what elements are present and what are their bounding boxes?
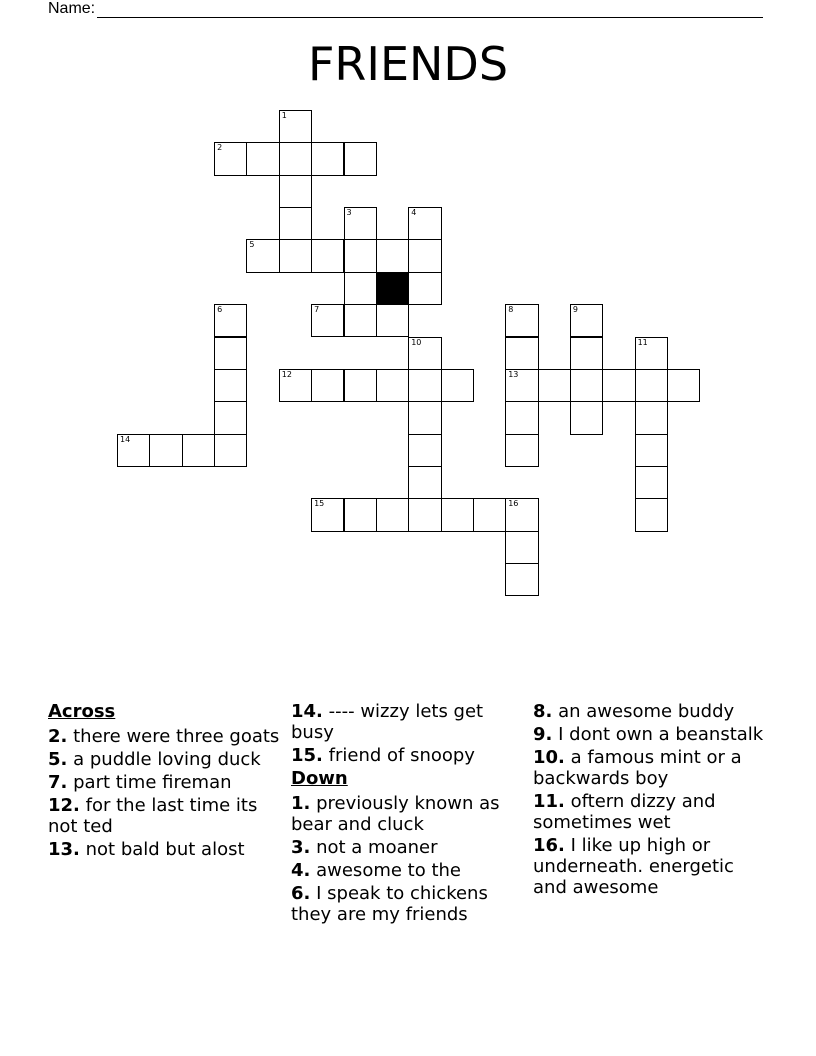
blocked-cell <box>376 272 409 305</box>
crossword-cell[interactable] <box>376 498 409 531</box>
clue-text: previously known as bear and cluck <box>291 793 500 835</box>
crossword-cell[interactable] <box>344 369 377 402</box>
crossword-cell[interactable] <box>376 369 409 402</box>
down-clue <box>533 701 765 722</box>
cell-number: 15 <box>314 499 325 509</box>
clue-number: 2. <box>48 726 68 747</box>
crossword-cell[interactable] <box>344 498 377 531</box>
crossword-cell[interactable] <box>117 434 150 467</box>
clue-column-1 <box>48 701 280 862</box>
crossword-cell[interactable] <box>279 369 312 402</box>
cell-number: 12 <box>281 369 292 379</box>
crossword-cell[interactable] <box>214 401 247 434</box>
cell-number: 14 <box>120 434 131 444</box>
crossword-cell[interactable] <box>505 434 538 467</box>
across-clue <box>291 745 523 766</box>
crossword-cell[interactable] <box>214 142 247 175</box>
down-clue <box>533 724 765 745</box>
crossword-cell[interactable] <box>408 207 441 240</box>
down-clue <box>291 793 523 835</box>
crossword-cell[interactable] <box>376 304 409 337</box>
crossword-cell[interactable] <box>505 337 538 370</box>
name-label: Name: <box>48 0 96 17</box>
crossword-cell[interactable] <box>279 110 312 143</box>
crossword-cell[interactable] <box>570 337 603 370</box>
crossword-cell[interactable] <box>505 531 538 564</box>
down-clue <box>291 883 523 925</box>
crossword-cell[interactable] <box>149 434 182 467</box>
clue-number: 13. <box>48 839 80 860</box>
crossword-cell[interactable] <box>602 369 635 402</box>
clue-text: there were three goats <box>73 726 280 747</box>
crossword-cell[interactable] <box>408 337 441 370</box>
clue-number: 7. <box>48 772 68 793</box>
cell-number: 6 <box>217 305 223 315</box>
crossword-cell[interactable] <box>214 434 247 467</box>
crossword-cell[interactable] <box>344 304 377 337</box>
clue-text: ---- wizzy lets get busy <box>291 701 484 743</box>
cell-number: 2 <box>217 143 223 153</box>
cell-number: 7 <box>314 305 320 315</box>
cell-number: 3 <box>346 208 352 218</box>
crossword-cell[interactable] <box>344 142 377 175</box>
crossword-cell[interactable] <box>311 369 344 402</box>
crossword-cell[interactable] <box>570 304 603 337</box>
crossword-cell[interactable] <box>635 401 668 434</box>
clue-text: I speak to chickens they are my friends <box>291 883 488 925</box>
crossword-cell[interactable] <box>344 239 377 272</box>
clue-text: part time fireman <box>73 772 232 793</box>
clue-column-3 <box>533 701 765 900</box>
crossword-cell[interactable] <box>538 369 571 402</box>
crossword-cell[interactable] <box>441 498 474 531</box>
clue-text: I like up high or underneath. energetic and awesome <box>533 835 734 898</box>
clue-text: a puddle loving duck <box>73 749 261 770</box>
clue-text: oftern dizzy and sometimes wet <box>533 791 716 833</box>
crossword-cell[interactable] <box>376 239 409 272</box>
crossword-cell[interactable] <box>408 401 441 434</box>
crossword-cell[interactable] <box>635 466 668 499</box>
clue-number: 15. <box>291 745 323 766</box>
clue-number: 4. <box>291 860 311 881</box>
crossword-cell[interactable] <box>214 304 247 337</box>
cell-number: 9 <box>572 305 578 315</box>
crossword-cell[interactable] <box>408 498 441 531</box>
clue-text: a famous mint or a backwards boy <box>533 747 742 789</box>
clue-number: 10. <box>533 747 565 768</box>
down-clue <box>533 835 765 898</box>
crossword-cell[interactable] <box>279 207 312 240</box>
crossword-cell[interactable] <box>182 434 215 467</box>
crossword-cell[interactable] <box>246 239 279 272</box>
cell-number: 8 <box>508 305 514 315</box>
clue-number: 6. <box>291 883 311 904</box>
down-header: Down <box>291 768 348 789</box>
crossword-cell[interactable] <box>408 466 441 499</box>
crossword-cell[interactable] <box>505 369 538 402</box>
crossword-cell[interactable] <box>570 401 603 434</box>
crossword-cell[interactable] <box>505 498 538 531</box>
down-clue <box>533 791 765 833</box>
across-clue <box>48 772 280 793</box>
clue-number: 5. <box>48 749 68 770</box>
crossword-cell[interactable] <box>635 434 668 467</box>
crossword-cell[interactable] <box>279 142 312 175</box>
crossword-cell[interactable] <box>408 434 441 467</box>
clue-number: 1. <box>291 793 311 814</box>
crossword-cell[interactable] <box>505 304 538 337</box>
crossword-cell[interactable] <box>214 337 247 370</box>
cell-number: 4 <box>411 208 417 218</box>
crossword-cell[interactable] <box>473 498 506 531</box>
crossword-cell[interactable] <box>635 498 668 531</box>
clue-text: an awesome buddy <box>558 701 735 722</box>
clue-text: not a moaner <box>316 837 438 858</box>
clue-text: I dont own a beanstalk <box>558 724 764 745</box>
crossword-cell[interactable] <box>635 369 668 402</box>
clue-column-2 <box>291 701 523 927</box>
crossword-cell[interactable] <box>408 239 441 272</box>
clue-number: 12. <box>48 795 80 816</box>
down-clue <box>291 860 523 881</box>
across-clue <box>48 726 280 747</box>
crossword-cell[interactable] <box>246 142 279 175</box>
clue-text: for the last time its not ted <box>48 795 258 837</box>
clue-number: 11. <box>533 791 565 812</box>
crossword-cell[interactable] <box>344 272 377 305</box>
cell-number: 16 <box>508 499 519 509</box>
crossword-cell[interactable] <box>408 369 441 402</box>
clue-text: not bald but alost <box>85 839 245 860</box>
crossword-cell[interactable] <box>441 369 474 402</box>
clue-number: 8. <box>533 701 553 722</box>
clue-text: awesome to the <box>316 860 461 881</box>
clue-number: 3. <box>291 837 311 858</box>
crossword-cell[interactable] <box>570 369 603 402</box>
clue-text: friend of snoopy <box>328 745 475 766</box>
clue-number: 14. <box>291 701 323 722</box>
clue-number: 9. <box>533 724 553 745</box>
crossword-cell[interactable] <box>505 401 538 434</box>
crossword-cell[interactable] <box>311 239 344 272</box>
cell-number: 13 <box>508 369 519 379</box>
crossword-cell[interactable] <box>311 498 344 531</box>
crossword-cell[interactable] <box>311 142 344 175</box>
across-clue <box>48 795 280 837</box>
across-clue <box>48 839 280 860</box>
across-clue <box>48 749 280 770</box>
crossword-cell[interactable] <box>344 207 377 240</box>
crossword-cell[interactable] <box>214 369 247 402</box>
crossword-cell[interactable] <box>279 239 312 272</box>
cell-number: 11 <box>637 337 648 347</box>
crossword-cell[interactable] <box>279 175 312 208</box>
crossword-cell[interactable] <box>667 369 700 402</box>
cell-number: 5 <box>249 240 255 250</box>
across-clue <box>291 701 523 743</box>
crossword-cell[interactable] <box>408 272 441 305</box>
cell-number: 1 <box>281 111 287 120</box>
across-header: Across <box>48 701 116 722</box>
down-clue <box>533 747 765 789</box>
crossword-cell[interactable] <box>635 337 668 370</box>
clue-number: 16. <box>533 835 565 856</box>
cell-number: 10 <box>411 337 422 347</box>
page-title: FRIENDS <box>307 37 509 91</box>
crossword-cell[interactable] <box>505 563 538 596</box>
crossword-cell[interactable] <box>311 304 344 337</box>
down-clue <box>291 837 523 858</box>
